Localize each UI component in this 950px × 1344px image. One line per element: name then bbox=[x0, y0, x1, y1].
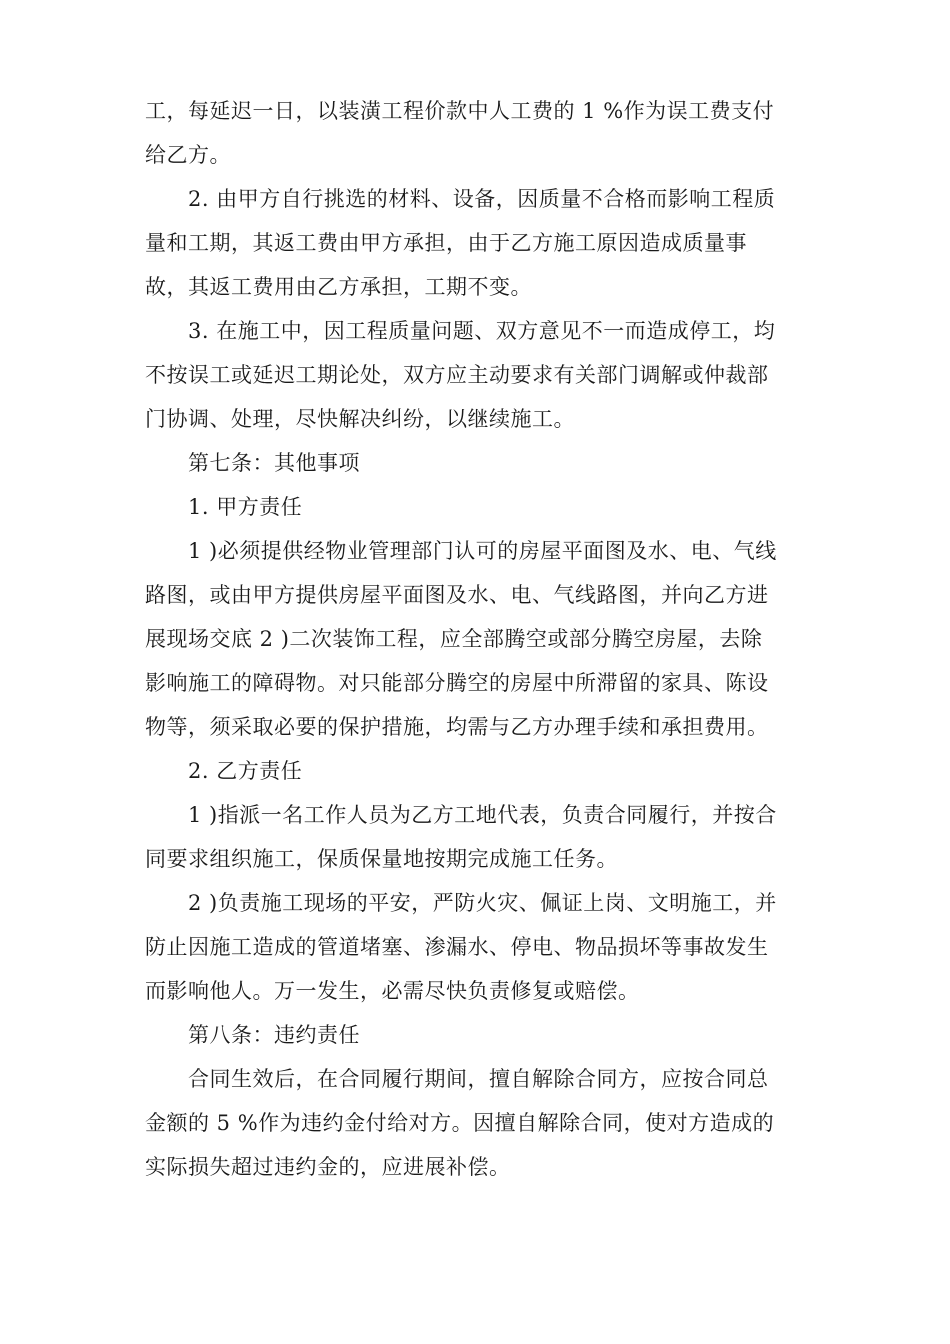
text-line: 不按误工或延迟工期论处，双方应主动要求有关部门调解或仲裁部 bbox=[145, 363, 769, 387]
text-line: 工，每延迟一日，以装潢工程价款中人工费的 1 %作为误工费支付 bbox=[145, 99, 775, 123]
text-line: 路图，或由甲方提供房屋平面图及水、电、气线路图，并向乙方进 bbox=[145, 583, 769, 607]
text-line: 金额的 5 %作为违约金付给对方。因擅自解除合同，使对方造成的 bbox=[145, 1111, 775, 1135]
text-line: 实际损失超过违约金的，应进展补偿。 bbox=[145, 1155, 511, 1179]
section-heading-article-7: 第七条：其他事项 bbox=[188, 451, 360, 475]
subsection-heading-party-b: 2. 乙方责任 bbox=[188, 759, 303, 783]
text-line: 合同生效后，在合同履行期间，擅自解除合同方，应按合同总 bbox=[188, 1067, 769, 1091]
text-line: 2 )负责施工现场的平安，严防火灾、佩证上岗、文明施工，并 bbox=[188, 891, 777, 915]
text-line: 同要求组织施工，保质保量地按期完成施工任务。 bbox=[145, 847, 618, 871]
text-line: 影响施工的障碍物。对只能部分腾空的房屋中所滞留的家具、陈设 bbox=[145, 671, 769, 695]
text-line: 门协调、处理，尽快解决纠纷，以继续施工。 bbox=[145, 407, 575, 431]
text-line: 而影响他人。万一发生，必需尽快负责修复或赔偿。 bbox=[145, 979, 640, 1003]
text-line: 1 )指派一名工作人员为乙方工地代表，负责合同履行，并按合 bbox=[188, 803, 777, 827]
paragraph-item-2: 2. 由甲方自行挑选的材料、设备，因质量不合格而影响工程质 bbox=[188, 187, 776, 211]
text-line: 量和工期，其返工费由甲方承担，由于乙方施工原因造成质量事 bbox=[145, 231, 747, 255]
text-line: 物等，须采取必要的保护措施，均需与乙方办理手续和承担费用。 bbox=[145, 715, 769, 739]
subsection-heading-party-a: 1. 甲方责任 bbox=[188, 495, 303, 519]
text-line: 1 )必须提供经物业管理部门认可的房屋平面图及水、电、气线 bbox=[188, 539, 777, 563]
text-line: 防止因施工造成的管道堵塞、渗漏水、停电、物品损坏等事故发生 bbox=[145, 935, 769, 959]
paragraph-item-3: 3. 在施工中，因工程质量问题、双方意见不一而造成停工，均 bbox=[188, 319, 776, 343]
text-line: 故，其返工费用由乙方承担，工期不变。 bbox=[145, 275, 532, 299]
text-line: 展现场交底 2 )二次装饰工程，应全部腾空或部分腾空房屋，去除 bbox=[145, 627, 763, 651]
text-line: 给乙方。 bbox=[145, 143, 231, 167]
section-heading-article-8: 第八条：违约责任 bbox=[188, 1023, 360, 1047]
